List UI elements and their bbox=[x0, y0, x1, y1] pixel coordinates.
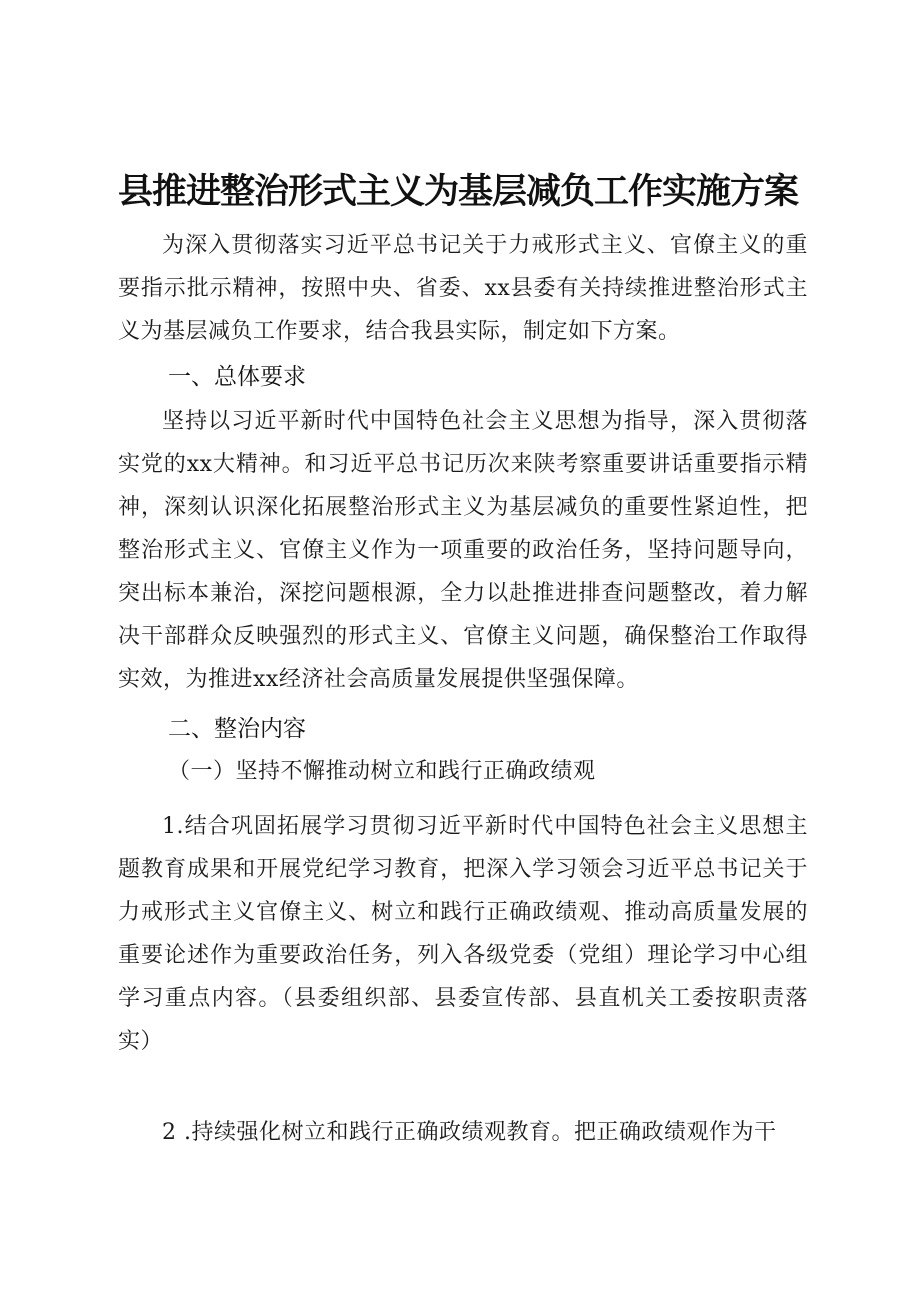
section-heading-general-requirements: 一、总体要求 bbox=[168, 364, 306, 390]
intro-paragraph: 为深入贯彻落实习近平总书记关于力戒形式主义、官僚主义的重要指示批示精神，按照中央、省委、xx县委有关持续推进整治形式主义为基层减负工作要求，结合我县实际，制定如下方案。 bbox=[118, 233, 808, 344]
section-heading-rectification-content: 二、整治内容 bbox=[168, 716, 306, 742]
list-item-1: 1.结合巩固拓展学习贯彻习近平新时代中国特色社会主义思想主题教育成果和开展党纪学习教育，把深入学习领会习近平总书记关于力戒形式主义官僚主义、树立和践行正确政绩观、推动高质量发展的重要论述作为重要政治任务，列入各级党委（党组）理论学习中心组学习重点内容。（县委组织部、县委宣传部、县直机关工委按职责落实） bbox=[118, 814, 808, 1054]
list-item-2: 2 .持续强化树立和践行正确政绩观教育。把正确政绩观作为干 bbox=[162, 1120, 777, 1145]
general-requirements-paragraph: 坚持以习近平新时代中国特色社会主义思想为指导，深入贯彻落实党的xx大精神。和习近平总书记历次来陕考察重要讲话重要指示精神，深刻认识深化拓展整治形式主义为基层减负的重要性紧迫性，把整治形式主义、官僚主义作为一项重要的政治任务，坚持问题导向，突出标本兼治，深挖问题根源，全力以赴推进排查问题整改，着力解决干部群众反映强烈的形式主义、官僚主义问题，确保整治工作取得实效，为推进xx经济社会高质量发展提供坚强保障。 bbox=[118, 409, 808, 692]
document-title: 县推进整治形式主义为基层减负工作实施方案 bbox=[118, 172, 799, 212]
subsection-heading-political-performance: （一）坚持不懈推动树立和践行正确政绩观 bbox=[168, 759, 596, 784]
